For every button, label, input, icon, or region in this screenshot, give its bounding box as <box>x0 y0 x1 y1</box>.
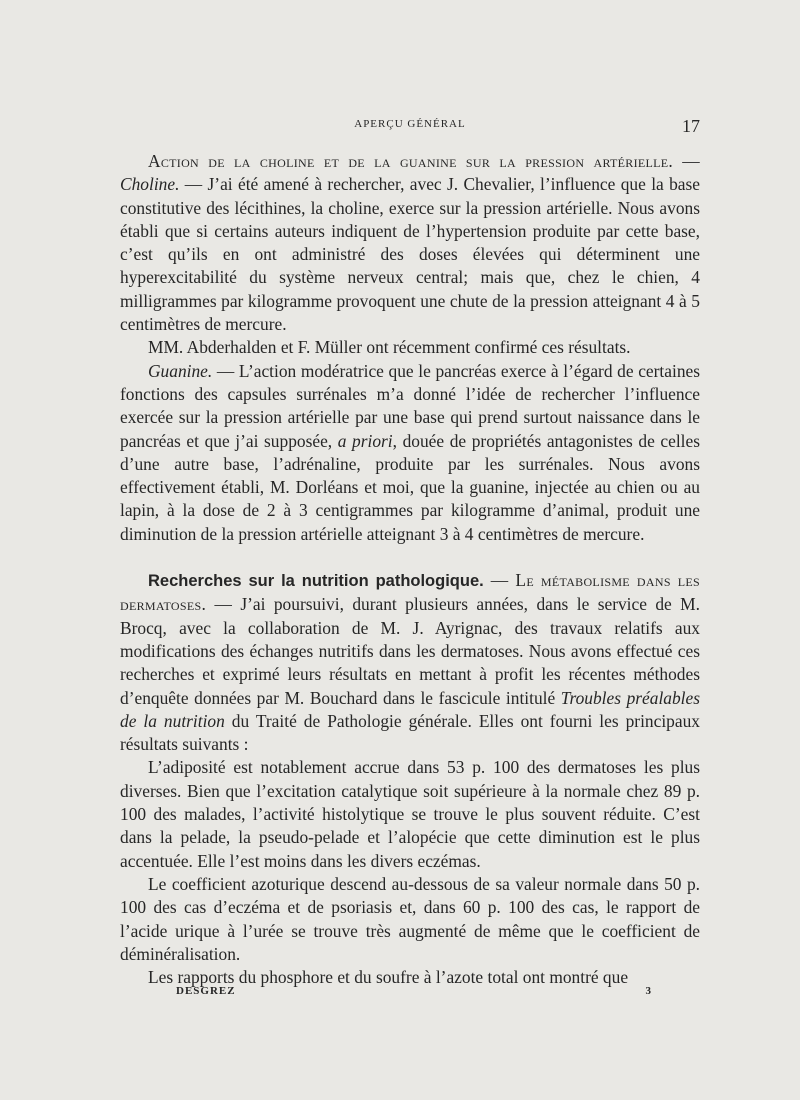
paragraph-text: — J’ai été amené à rechercher, avec J. Chevalier, l’influence que la base constitutive des lécithines, la choline, exerce sur la pression artérielle. Nous avons établi que si certains auteurs indiquent de l’hypertension produite par cette base, c’est qu’ils en ont administré des doses élevées qui déterminent une hyperexcitabilité du système nerveux central; mais que, chez le chien, 4 milligrammes par kilogramme provoquent une chute de la pression atteignant 4 à 5 centimètres de mercure. <box>120 174 700 335</box>
page-body <box>120 150 700 989</box>
italic-phrase: a priori <box>337 430 393 451</box>
paragraph: MM. Abderhalden et F. Müller ont récemment confirmé ces résultats. <box>148 337 631 358</box>
paragraph: Le coefficient azoturique descend au-dessous de sa valeur normale dans 50 p. 100 des cas d’eczéma et de psoriasis et, dans 60 p. 100 des cas, le rapport de l’acide urique à l’urée se trouve très augmenté de même que le coefficient de déminéralisation. <box>120 873 700 964</box>
page-number: 17 <box>682 116 700 136</box>
section-heading: Recherches sur la nutrition pathologique. <box>148 572 484 591</box>
paragraph <box>120 360 700 546</box>
page-footer <box>176 985 656 1005</box>
page-header <box>120 116 700 138</box>
signature-mark: 3 <box>645 985 652 997</box>
running-title: APERÇU GÉNÉRAL <box>354 118 466 130</box>
paragraph <box>120 569 700 756</box>
paragraph-text: — J’ai poursuivi, durant plusieurs années, dans le service de M. Brocq, avec la collaboration de M. J. Ayrignac, des travaux relatifs aux modifications des échanges nutritifs dans les dermatoses. Nous avons effectué ces recherches et exprimé leurs résultats en mettant à profit les récentes méthodes d’enquête données par M. Bouchard dans le fascicule intitulé <box>120 594 700 708</box>
paragraph-text: , douée de propriétés antagonistes de celles d’une autre base, l’adrénaline, produite par les surrénales. Nous avons effectivement établi, M. Dorléans et moi, que la guanine, injectée au chien ou au lapin, à la dose de 2 à 3 centigrammes par kilogramme d’animal, produit une diminution de la pression artérielle atteignant 3 à 4 centimètres de mercure. <box>120 430 701 544</box>
paragraph: L’adiposité est notablement accrue dans 53 p. 100 des dermatoses les plus diverses. Bien que l’excitation catalytique soit supérieure à la normale chez 89 p. 100 des malades, l’activité histolytique se trouve le plus souvent réduite. C’est dans la pelade, la pseudo-pelade et l’alopécie que cette diminution est le plus accentuée. Elle l’est moins dans les divers eczémas. <box>120 757 700 871</box>
footer-author: DESGREZ <box>176 985 236 997</box>
section-subheading: — Le métabolisme dans les dermatoses. <box>120 570 701 615</box>
choline-label: Choline. <box>120 174 180 195</box>
italic-title: Troubles préalables de la nutrition <box>120 687 700 731</box>
section-heading: Action de la choline et de la guanine sur la pression artérielle. — <box>148 151 700 171</box>
guanine-label: Guanine. <box>148 360 213 381</box>
paragraph: Les rapports du phosphore et du soufre à l’azote total ont montré que <box>148 967 629 988</box>
paragraph-text: du Traité de Pathologie générale. Elles ont fourni les principaux résultats suivants : <box>120 710 700 755</box>
paragraph <box>120 150 700 336</box>
paragraph-text: — L’action modératrice que le pancréas exerce à l’égard de certaines fonctions des capsules surrénales m’a donné l’idée de rechercher l’influence exercée sur la pression artérielle par une base qui prend surtout naissance dans le pancréas et que j’ai supposée, <box>120 360 700 451</box>
